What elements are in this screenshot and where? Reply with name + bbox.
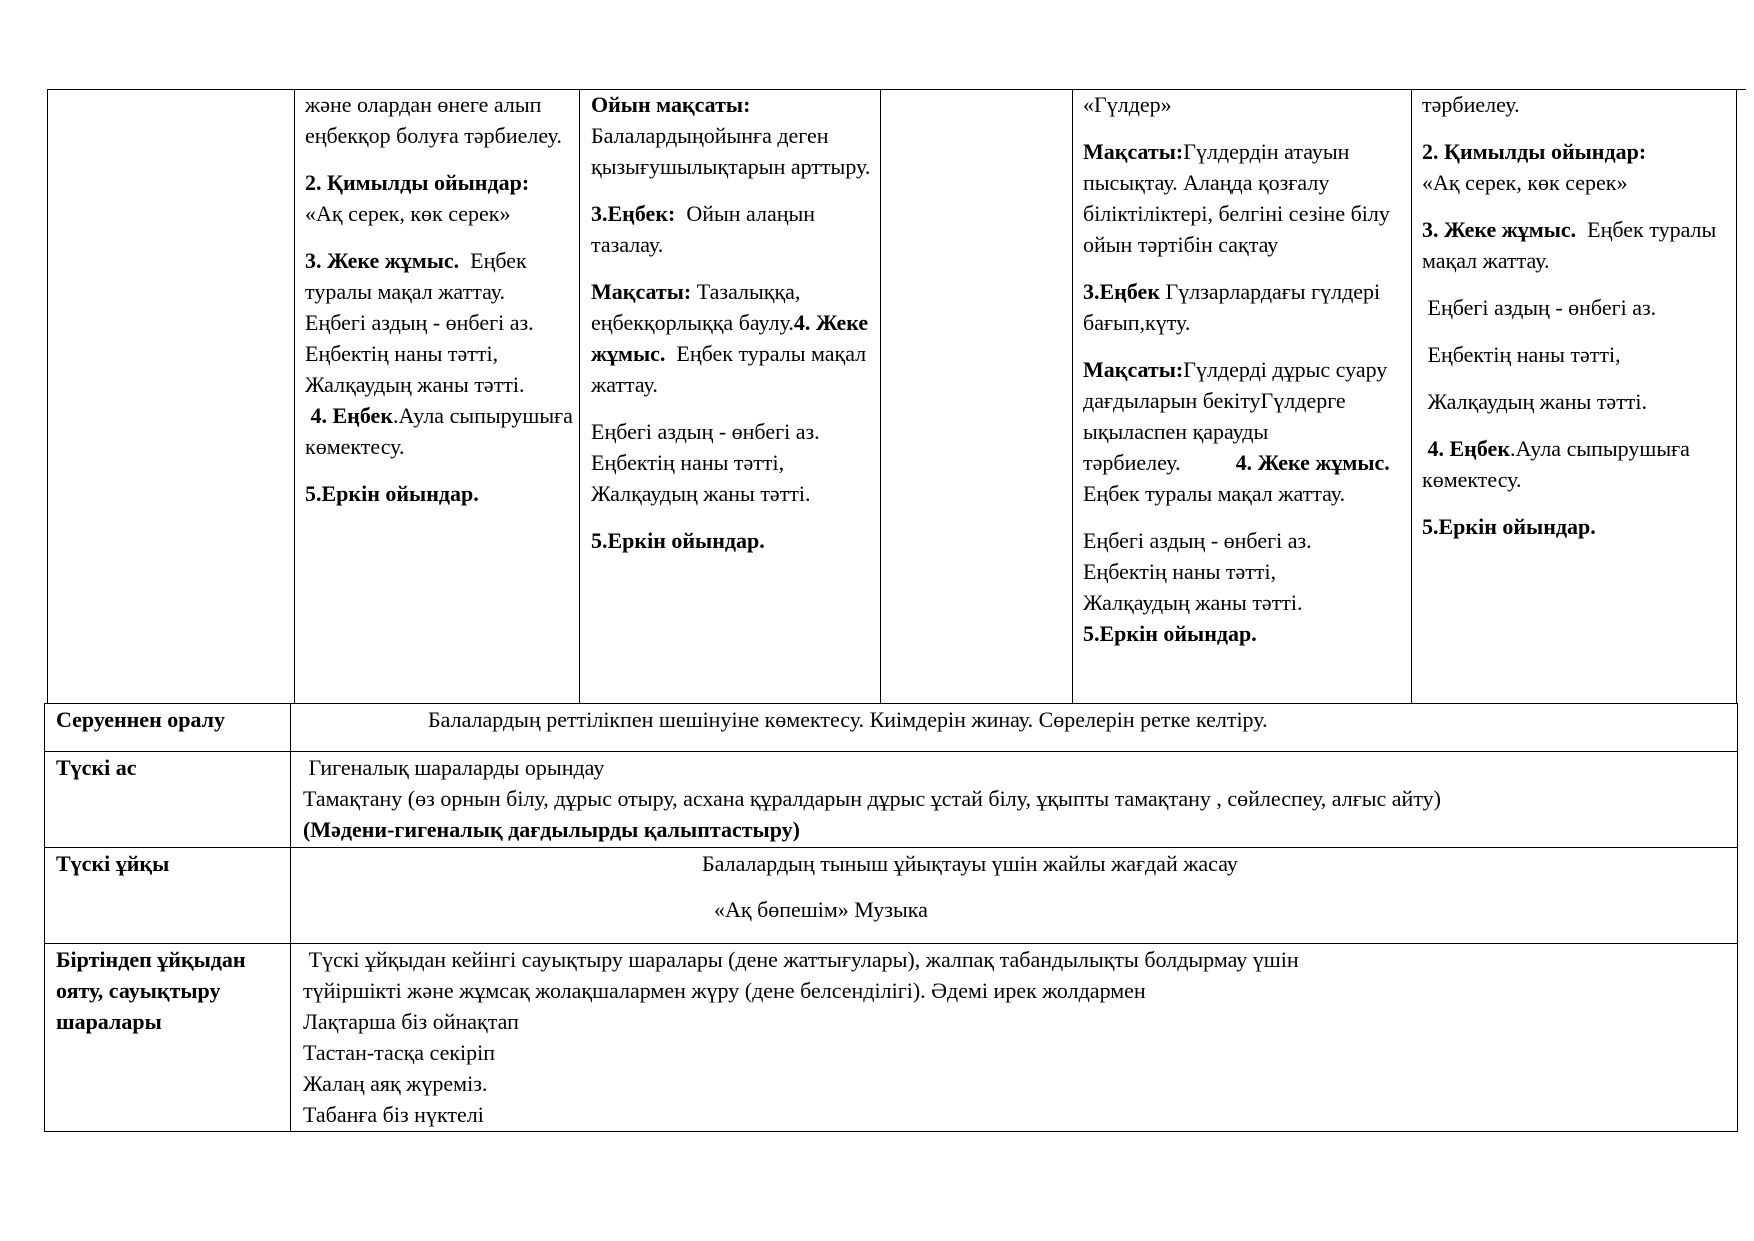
col6-proverb-2-text: Еңбектің наны тәтті, (1427, 342, 1621, 367)
top-table-divider-3 (880, 89, 881, 703)
col3-work-text: Еңбек туралы мақал жаттау. (591, 341, 867, 397)
col5-work-title: 4. Жеке жұмыс. (1235, 450, 1390, 475)
col5-proverb-1: Еңбегі аздың - өнбегі аз. (1083, 528, 1312, 553)
row-wake-line-1-text: Түскі ұйқыдан кейінгі сауықтыру шаралары (дене жаттығулары), жалпақ табандылықты болдырмау үшін (308, 947, 1299, 972)
col6-work-title: 3. Жеке жұмыс. (1422, 217, 1577, 242)
top-col-3 (591, 89, 876, 572)
top-table-divider-4 (1072, 89, 1073, 703)
col3-proverb-2: Еңбектің наны тәтті, (591, 450, 785, 475)
top-col-5 (1083, 89, 1407, 649)
row-wake-line-3: Лақтарша біз ойнақтап (303, 1009, 519, 1034)
col2-work (305, 245, 575, 462)
col3-goal-text: Балалардыңойынға деген қызығушылықтарын арттыру. (591, 123, 871, 179)
col5-aim-2 (1083, 354, 1407, 509)
col6-free-games: 5.Еркін ойындар. (1422, 514, 1596, 539)
row-wake-label-2: ояту, сауықтыру (56, 978, 221, 1003)
col6-labor (1422, 433, 1732, 495)
row-wake-label-3: шаралары (56, 1009, 162, 1034)
col5-aim1-text: Гүлдердін атауын пысықтау. Алаңда қозғалу біліктіліктері, белгіні сезіне білу ойын тәртібін сақтау (1083, 139, 1390, 257)
row-wake-label-1: Біртіндеп ұйқыдан (56, 947, 246, 972)
col6-labor-text: .Аула сыпырушыға көмектесу. (1422, 436, 1690, 492)
row-nap-label: Түскі ұйқы (56, 851, 170, 876)
col3-aim-text: Тазалыққа, еңбекқорлыққа баулу. (591, 279, 801, 335)
col3-proverb-1: Еңбегі аздың - өнбегі аз. (591, 419, 820, 444)
col5-aim2-title: Мақсаты: (1083, 357, 1184, 382)
col2-work-text: Еңбек туралы мақал жаттау. (305, 248, 527, 304)
col2-games (305, 167, 575, 229)
col5-proverb-3: Жалқаудың жаны тәтті. (1083, 590, 1303, 615)
bottom-table-border-bottom (44, 1131, 1738, 1132)
col6-work (1422, 214, 1732, 276)
col2-games-title: 2. Қимылды ойындар: (305, 170, 530, 195)
top-table-divider-5 (1411, 89, 1412, 703)
top-table-border-right (1736, 89, 1737, 703)
row-wake-text (303, 944, 1299, 1130)
bottom-table-border-left (44, 703, 45, 1132)
row-return-walk-label: Серуеннен оралу (56, 707, 226, 732)
row-wake-label (56, 944, 246, 1037)
col6-proverb-1-text: Еңбегі аздың - өнбегі аз. (1427, 295, 1657, 320)
col5-game-name: «Гүлдер» (1083, 92, 1172, 117)
col6-games-title: 2. Қимылды ойындар: (1422, 139, 1647, 164)
col2-intro: және олардан өнеге алып еңбекқор болуға тәрбиелеу. (305, 92, 562, 148)
col3-goal-title: Ойын мақсаты: (591, 92, 751, 117)
top-table-border-left (47, 89, 48, 703)
col3-free-games: 5.Еркін ойындар. (591, 528, 765, 553)
row-wake-line-4: Тастан-тасқа секіріп (303, 1040, 496, 1065)
col3-labor (591, 198, 876, 260)
col2-work-title: 3. Жеке жұмыс. (305, 248, 460, 273)
col6-intro: тәрбиелеу. (1422, 92, 1520, 117)
row-wake-line-1 (303, 944, 1299, 975)
col2-games-name: «Ақ серек, көк серек» (305, 201, 511, 226)
col5-aim1-title: Мақсаты: (1083, 139, 1184, 164)
col2-proverb-1: Еңбегі аздың - өнбегі аз. (305, 310, 534, 335)
col6-proverb-3-text: Жалқаудың жаны тәтті. (1427, 389, 1648, 414)
row-lunch-line-1 (303, 752, 1441, 783)
bottom-table-border-right (1737, 703, 1738, 1132)
col6-games-name: «Ақ серек, көк серек» (1422, 170, 1628, 195)
col3-proverbs (591, 416, 876, 509)
row-return-walk-text: Балалардың реттілікпен шешінуіне көмектесу. Киімдерін жинау. Сөрелерін ретке келтіру. (428, 707, 1268, 732)
bottom-table-label-divider (290, 703, 291, 1132)
col3-aim-title: Мақсаты: (591, 279, 692, 304)
col6-proverb-1 (1422, 292, 1732, 323)
col3-labor-title: 3.Еңбек: (591, 201, 676, 226)
col5-proverbs (1083, 525, 1407, 649)
top-table-divider-1 (294, 89, 295, 703)
col5-labor-text: Гүлзарлардағы гүлдері бағып,күту. (1083, 279, 1381, 335)
row-lunch-line-1-text: Гигеналық шараларды орындау (308, 755, 605, 780)
row-nap-line-1: Балалардың тыныш ұйықтауы үшін жайлы жағдай жасау (702, 851, 1238, 876)
col6-work-text: Еңбек туралы мақал жаттау. (1422, 217, 1717, 273)
col3-labor-text: Ойын алаңын тазалау. (591, 201, 816, 257)
col6-labor-title: 4. Еңбек (1427, 436, 1510, 461)
col6-proverb-2 (1422, 339, 1732, 370)
top-col-2 (305, 89, 575, 525)
top-col-6 (1422, 89, 1732, 558)
col5-proverb-2: Еңбектің наны тәтті, (1083, 559, 1277, 584)
col2-labor-title: 4. Еңбек (310, 403, 393, 428)
row-wake-line-5: Жалаң аяқ жүреміз. (303, 1071, 488, 1096)
col5-aim-1 (1083, 136, 1407, 260)
col2-proverb-3: Жалқаудың жаны тәтті. (305, 372, 525, 397)
col5-work-text: Еңбек туралы мақал жаттау. (1083, 481, 1346, 506)
col5-free-games: 5.Еркін ойындар. (1083, 621, 1257, 646)
col6-proverb-3 (1422, 386, 1732, 417)
col5-labor (1083, 276, 1407, 338)
row-lunch-label: Түскі ас (56, 755, 137, 780)
col2-proverb-2: Еңбектің наны тәтті, (305, 341, 499, 366)
row-nap-line-2: «Ақ бөпешім» Музыка (714, 897, 928, 922)
row-lunch-text (303, 752, 1441, 845)
col3-aim (591, 276, 876, 400)
col3-proverb-3: Жалқаудың жаны тәтті. (591, 481, 811, 506)
row-lunch-line-2: Тамақтану (өз орнын білу, дұрыс отыру, асхана құралдарын дұрыс ұстай білу, ұқыпты тамақтану , сөйлеспеу, алғыс айту) (303, 786, 1441, 811)
row-lunch-line-3: (Мәдени-гигеналық дағдылырды қалыптастыру) (303, 817, 800, 842)
row-wake-line-6: Табанға біз нүктелі (303, 1102, 484, 1127)
top-table-divider-2 (579, 89, 580, 703)
col3-goal (591, 89, 876, 182)
col2-labor-text: .Аула сыпырушыға көмектесу. (305, 403, 573, 459)
col2-free-games: 5.Еркін ойындар. (305, 481, 479, 506)
col5-aim2-text: Гүлдерді дұрыс суару дағдыларын бекітуГүлдерге ықыласпен қарауды тәрбиелеу. (1083, 357, 1388, 475)
col5-labor-title: 3.Еңбек (1083, 279, 1160, 304)
col6-games (1422, 136, 1732, 198)
col3-work-title: 4. Жеке жұмыс. (591, 310, 869, 366)
row-wake-line-2: түйіршікті және жұмсақ жолақшалармен жүру (дене белсенділігі). Әдемі ирек жолдармен (303, 978, 1146, 1003)
